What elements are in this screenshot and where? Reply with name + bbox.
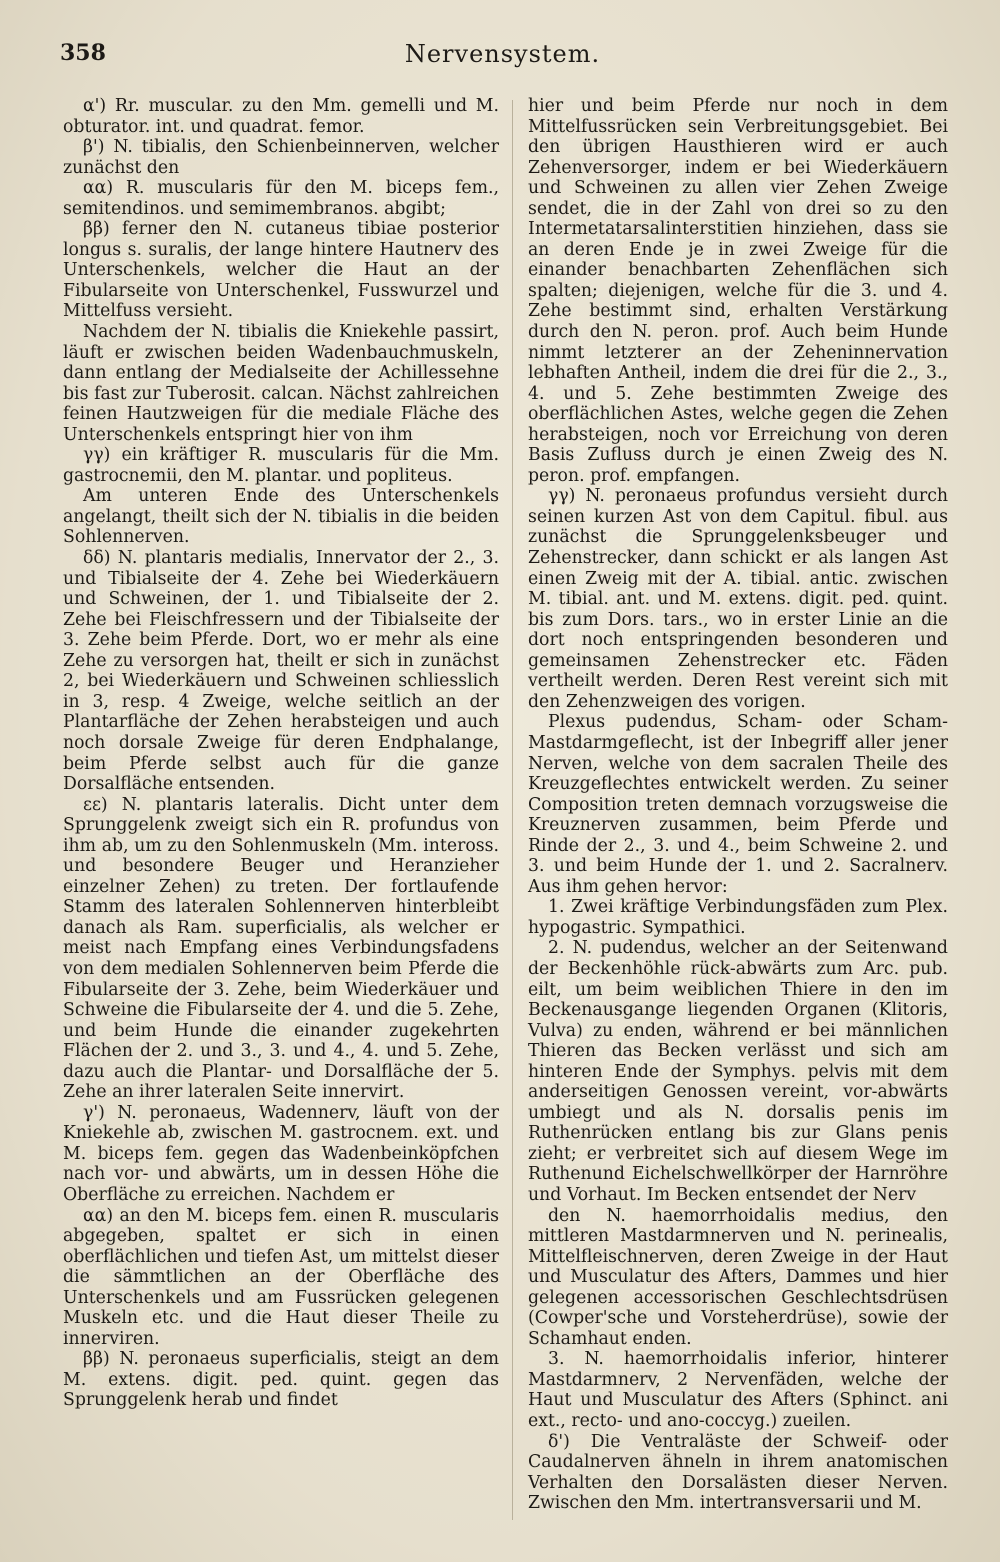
paragraph: εε) N. plantaris lateralis. Dicht unter dem Sprunggelenk zweigt sich ein R. profundus von ihm ab, um zu den Sohlenmuskeln (Mm. inteross. und besondere Beuger und Heranzieher einzelner Zehen) zu treten. Der fortlaufende Stamm des lateralen Sohlennerven hinterbleibt danach als Ram. superficialis, als welcher er meist nach Empfang eines Verbindungsfadens von dem medialen Sohlennerven beim Pferde die Fibularseite der 3. Zehe, beim Wiederkäuer und Schweine die Fibularseite der 4. und die 5. Zehe, und beim Hunde die einander zugekehrten Flächen der 2. und 3., 3. und 4., 4. und 5. Zehe, dazu auch die Plantar- und Dorsalfläche der 5. Zehe an ihrer lateralen Seite innervirt.: [63, 794, 499, 1103]
paragraph: γγ) ein kräftiger R. muscularis für die Mm. gastrocnemii, den M. plantar. und popliteus.: [63, 445, 499, 486]
paragraph: 2. N. pudendus, welcher an der Seitenwand der Beckenhöhle rück-abwärts zum Arc. pub. eilt, um beim weiblichen Thiere in den im Beckenausgange liegenden Organen (Klitoris, Vulva) zu enden, während er bei männlichen Thieren das Becken verlässt und sich am hinteren Ende der Symphys. pelvis mit dem anderseitigen Genossen vereint, vor-abwärts umbiegt und als N. dorsalis penis im Ruthenrücken entlang bis zur Glans penis zieht; er verbreitet sich auf diesem Wege im Ruthenund Eichelschwellkörper der Harnröhre und Vorhaut. Im Becken entsendet der Nerv: [528, 938, 948, 1205]
paragraph: 3. N. haemorrhoidalis inferior, hinterer Mastdarmnerv, 2 Nervenfäden, welche der Haut und Musculatur des Afters (Sphinct. ani ext., recto- und ano-coccyg.) zueilen.: [528, 1349, 948, 1431]
paragraph: δδ) N. plantaris medialis, Innervator der 2., 3. und Tibialseite der 4. Zehe bei Wiederkäuern und Schweinen, der 1. und Tibialseite der 2. Zehe bei Fleischfressern und der Tibialseite der 3. Zehe beim Pferde. Dort, wo er mehr als eine Zehe zu versorgen hat, theilt er sich in zunächst 2, bei Wiederkäuern und Schweinen schliesslich in 3, resp. 4 Zweige, welche seitlich an der Plantarfläche der Zehen herabsteigen und auch noch dorsale Zweige für deren Endphalange, beim Pferde selbst auch für die ganze Dorsalfläche entsenden.: [63, 548, 499, 795]
paragraph: Am unteren Ende des Unterschenkels angelangt, theilt sich der N. tibialis in die beiden Sohlennerven.: [63, 486, 499, 548]
paragraph: γγ) N. peronaeus profundus versieht durch seinen kurzen Ast von dem Capitul. fibul. aus zunächst die Sprunggelenksbeuger und Zehenstrecker, dann schickt er als langen Ast einen Zweig mit der A. tibial. antic. zwischen M. tibial. ant. und M. extens. digit. ped. quint. bis zum Dors. tars., wo in erster Linie an die dort noch entspringenden besonderen und gemeinsamen Zehenstrecker etc. Fäden vertheilt werden. Deren Rest vereint sich mit den Zehenzweigen des vorigen.: [528, 486, 948, 712]
paragraph: αα) an den M. biceps fem. einen R. muscularis abgegeben, spaltet er sich in einen oberflächlichen und tiefen Ast, um mittelst dieser die sämmtlichen an der Oberfläche des Unterschenkels und am Fussrücken gelegenen Muskeln etc. und die Haut dieser Theile zu innerviren.: [63, 1205, 499, 1349]
running-head: Nervensystem.: [404, 40, 601, 68]
column-divider: [512, 100, 513, 1520]
paragraph: αα) R. muscularis für den M. biceps fem., semitendinos. und semimembranos. abgibt;: [63, 178, 499, 219]
page-header: [60, 40, 945, 76]
paragraph: ββ) ferner den N. cutaneus tibiae posterior longus s. suralis, der lange hintere Hautnerv des Unterschenkels, welcher die Haut an der Fibularseite von Unterschenkel, Fusswurzel und Mittelfuss versieht.: [63, 219, 499, 322]
page-number: 358: [60, 40, 106, 66]
paragraph: Plexus pudendus, Scham- oder Scham-Mastdarmgeflecht, ist der Inbegriff aller jener Nerven, welche von dem sacralen Theile des Kreuzgeflechtes entwickelt werden. Zu seiner Composition treten demnach vorzugsweise die Kreuznerven zusammen, beim Pferde und Rinde der 2., 3. und 4., beim Schweine 2. und 3. und beim Hunde der 1. und 2. Sacralnerv. Aus ihm gehen hervor:: [528, 712, 948, 897]
paragraph: hier und beim Pferde nur noch in dem Mittelfussrücken sein Verbreitungsgebiet. Bei den übrigen Hausthieren wird er auch Zehenversorger, indem er bei Wiederkäuern und Schweinen zu allen vier Zehen Zweige sendet, die in der Zahl von drei so zu den Intermetatarsalinterstitien hinziehen, dass sie an deren Ende je in zwei Zweige für die einander benachbarten Zehenflächen sich spalten; diejenigen, welche für die 3. und 4. Zehe bestimmt sind, erhalten Verstärkung durch den N. peron. prof. Auch beim Hunde nimmt letzterer an der Zeheninnervation lebhaften Antheil, indem die drei für die 2., 3., 4. und 5. Zehe bestimmten Zweige des oberflächlichen Astes, welche gegen die Zehen herabsteigen, noch vor Erreichung von deren Basis Zufluss durch je einen Zweig des N. peron. prof. empfangen.: [528, 96, 948, 486]
paragraph: Nachdem der N. tibialis die Kniekehle passirt, läuft er zwischen beiden Wadenbauchmuskeln, dann entlang der Medialseite der Achillessehne bis fast zur Tuberosit. calcan. Nächst zahlreichen feinen Hautzweigen für die mediale Fläche des Unterschenkels entspringt hier von ihm: [63, 322, 499, 445]
paragraph: α') Rr. muscular. zu den Mm. gemelli und M. obturator. int. und quadrat. femor.: [63, 96, 499, 137]
paragraph: δ') Die Ventraläste der Schweif- oder Caudalnerven ähneln in ihrem anatomischen Verhalten den Dorsalästen dieser Nerven. Zwischen den Mm. intertransversarii und M.: [528, 1431, 948, 1514]
paragraph: β') N. tibialis, den Schienbeinnerven, welcher zunächst den: [63, 137, 499, 178]
paragraph: γ') N. peronaeus, Wadennerv, läuft von der Kniekehle ab, zwischen M. gastrocnem. ext. und M. biceps fem. gegen das Wadenbeinköpfchen nach vor- und abwärts, um in dessen Höhe die Oberfläche zu erreichen. Nachdem er: [63, 1102, 499, 1205]
right-column: [528, 96, 948, 1514]
paragraph: 1. Zwei kräftige Verbindungsfäden zum Plex. hypogastric. Sympathici.: [528, 897, 948, 938]
paragraph: ββ) N. peronaeus superficialis, steigt an dem M. extens. digit. ped. quint. gegen das Sprunggelenk herab und findet: [63, 1349, 499, 1411]
left-column: [63, 96, 499, 1411]
paragraph: den N. haemorrhoidalis medius, den mittleren Mastdarmnerven und N. perinealis, Mittelfleischnerven, deren Zweige in der Haut und Musculatur des Afters, Dammes und hier gelegenen accessorischen Geschlechtsdrüsen (Cowper'sche und Vorsteherdrüse), sowie der Schamhaut enden.: [528, 1205, 948, 1349]
